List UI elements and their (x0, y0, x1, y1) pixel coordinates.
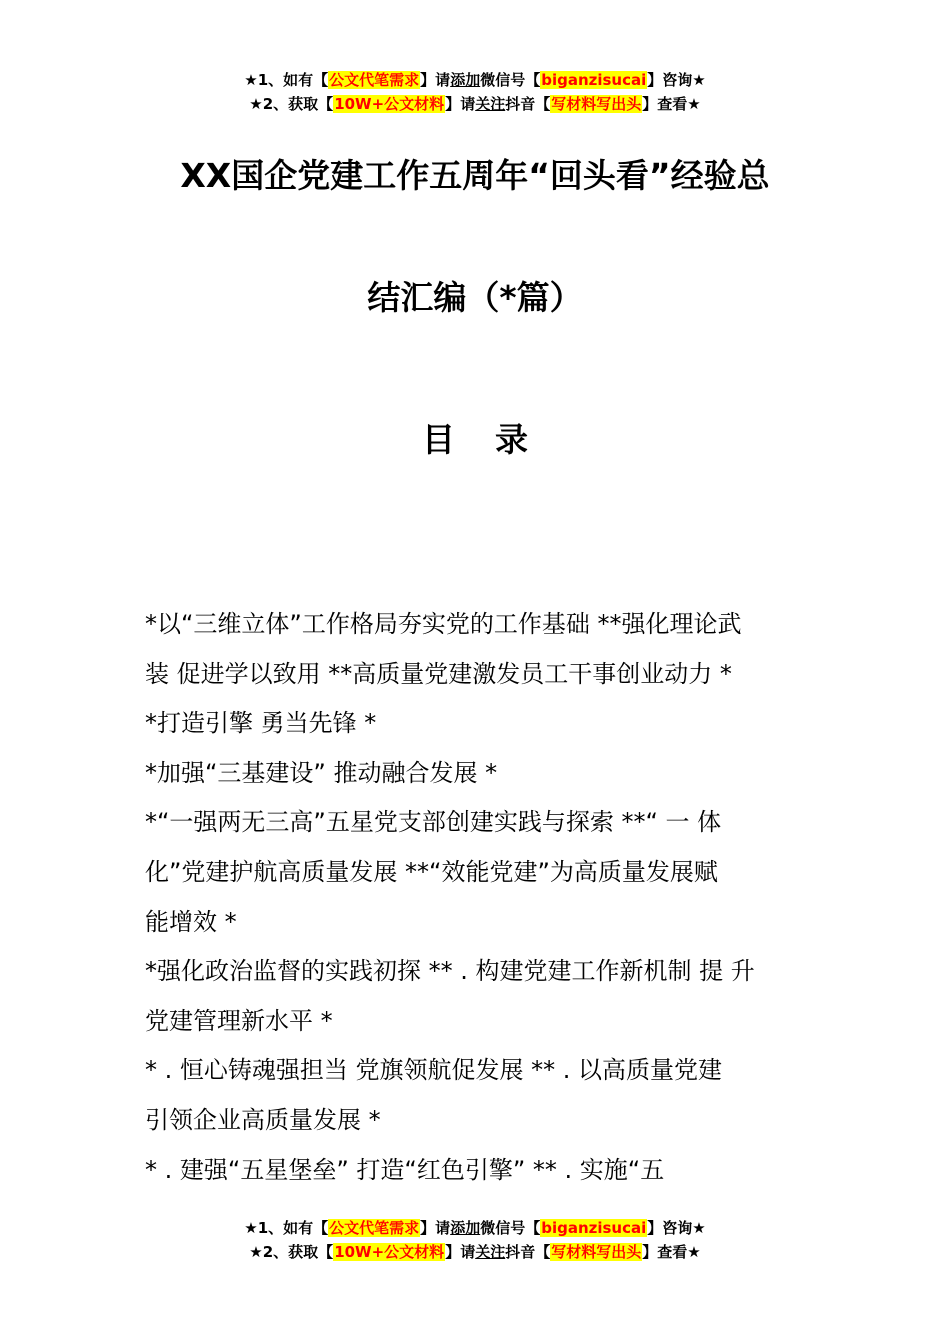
banner-underlined-text: 添加 (450, 1219, 481, 1237)
toc-line: *“一强两无三高”五星党支部创建实践与探索 **“ 一 体 (145, 808, 722, 837)
banner-text: ★2、获取【 (249, 95, 334, 113)
banner-text: 】查看★ (642, 95, 701, 113)
banner-wechat-id: biganzisucai (541, 71, 647, 89)
toc-line: 能增效 * (145, 907, 237, 936)
toc-line: 引领企业高质量发展 * (145, 1105, 381, 1134)
toc-line: *以“三维立体”工作格局夯实党的工作基础 **强化理论武 (145, 610, 742, 638)
toc-line: *打造引擎 勇当先锋 * (145, 709, 377, 738)
toc-line: * . 建强“五星堡垒” 打造“红色引擎” ** . 实施“五 (145, 1155, 665, 1184)
banner-text: 】咨询★ (647, 1219, 706, 1237)
toc-line: 党建管理新水平 * (145, 1006, 333, 1035)
banner-text: ★2、获取【 (249, 1243, 334, 1261)
toc-line: 装 促进学以致用 **高质量党建激发员工干事创业动力 * (145, 659, 732, 688)
banner-douyin-id: 写材料写出头 (551, 95, 642, 113)
banner-text: 抖音【 (505, 1243, 551, 1261)
banner-highlight: 公文代笔需求 (329, 71, 420, 89)
banner-text: ★1、如有【 (244, 1219, 329, 1237)
banner-text: 】请 (420, 1219, 451, 1237)
banner-wechat-id: biganzisucai (541, 1219, 647, 1237)
banner-underlined-text: 添加 (450, 71, 481, 89)
banner-line-2 (0, 92, 950, 116)
banner-line-2 (0, 1240, 950, 1264)
banner-text: ★1、如有【 (244, 71, 329, 89)
toc-heading: 目录 (422, 420, 568, 459)
banner-text: 】查看★ (642, 1243, 701, 1261)
banner-text: 】请 (445, 95, 476, 113)
banner-highlight: 10W+公文材料 (334, 95, 445, 113)
toc-line: *加强“三基建设” 推动融合发展 * (145, 758, 498, 787)
toc-line: 化”党建护航高质量发展 **“效能党建”为高质量发展赋 (145, 857, 718, 886)
document-title-line-1: XX国企党建工作五周年“回头看”经验总 (180, 156, 770, 195)
toc-line: * . 恒心铸魂强担当 党旗领航促发展 ** . 以高质量党建 (145, 1056, 723, 1085)
document-title-line-2: 结汇编（*篇） (367, 278, 583, 317)
top-banner (0, 68, 950, 116)
banner-text: 】请 (445, 1243, 476, 1261)
banner-text: 】请 (420, 71, 451, 89)
banner-line-1 (0, 68, 950, 92)
toc-list (145, 600, 807, 1195)
toc-line: *强化政治监督的实践初探 ** . 构建党建工作新机制 提 升 (145, 957, 755, 986)
banner-text: 微信号【 (480, 71, 541, 89)
banner-line-1 (0, 1216, 950, 1240)
banner-text: 抖音【 (505, 95, 551, 113)
banner-underlined-text: 关注 (475, 95, 506, 113)
banner-douyin-id: 写材料写出头 (551, 1243, 642, 1261)
banner-highlight: 10W+公文材料 (334, 1243, 445, 1261)
banner-text: 微信号【 (480, 1219, 541, 1237)
banner-underlined-text: 关注 (475, 1243, 506, 1261)
bottom-banner (0, 1216, 950, 1264)
banner-text: 】咨询★ (647, 71, 706, 89)
banner-highlight: 公文代笔需求 (329, 1219, 420, 1237)
